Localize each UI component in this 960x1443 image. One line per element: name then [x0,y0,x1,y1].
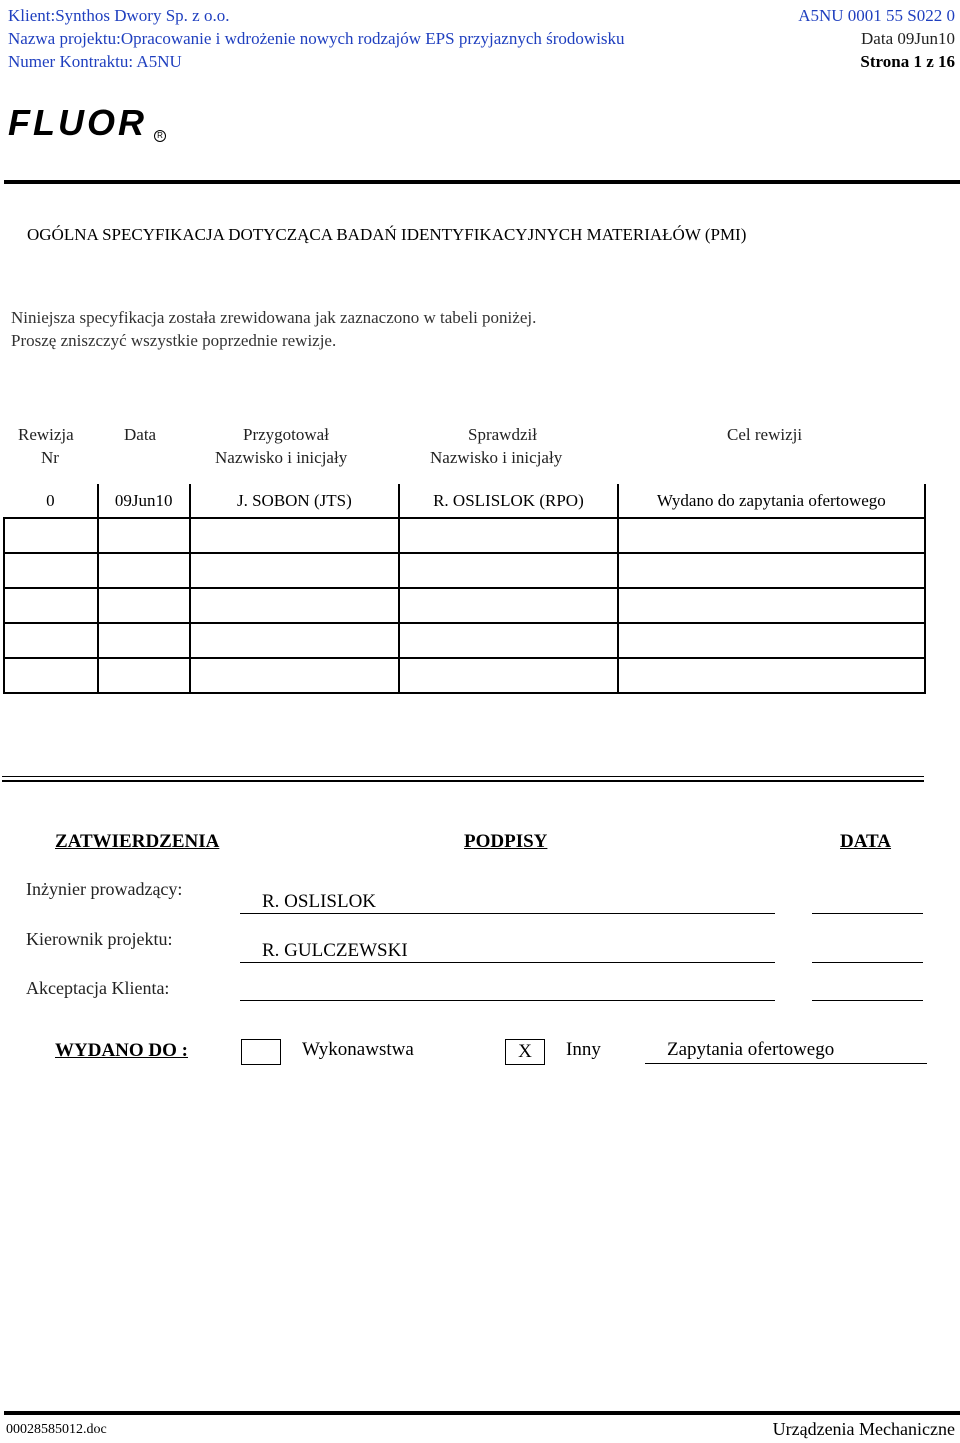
date-line [812,913,923,914]
intro-line-2: Proszę zniszczyć wszystkie poprzednie rewizje. [11,331,337,350]
table-cell [98,518,190,553]
section-divider [2,776,924,777]
table-cell [98,658,190,693]
contractors-option-label: Wykonawstwa [302,1039,414,1060]
table-row [4,484,925,518]
table-cell [618,658,925,693]
table-cell [4,623,98,658]
other-option-line [645,1063,927,1064]
table-cell [190,623,400,658]
project-name: Nazwa projektu:Opracowanie i wdrożenie nowych rodzajów EPS przyjaznych środowisku [8,29,625,48]
table-cell [618,518,925,553]
table-cell [618,623,925,658]
table-row [4,623,925,658]
col-header-checked: Sprawdził [468,425,537,444]
table-cell [618,553,925,588]
fluor-logo: FLUOR [8,102,147,143]
table-cell [399,588,618,623]
table-cell [190,658,400,693]
client-name: Klient:Synthos Dwory Sp. z o.o. [8,6,230,25]
document-title: OGÓLNA SPECYFIKACJA DOTYCZĄCA BADAŃ IDENTYFIKACYJNYCH MATERIAŁÓW (PMI) [27,225,747,244]
table-cell [399,518,618,553]
lead-engineer-name: R. OSLISLOK [262,891,377,912]
signatures-heading: PODPISY [464,831,548,852]
table-cell: J. SOBON (JTS) [190,484,400,518]
document-number: A5NU 0001 55 S022 0 [798,6,955,25]
contract-number: Numer Kontraktu: A5NU [8,52,182,71]
header-divider [4,180,960,184]
col-header-revision: Rewizja [18,425,74,444]
table-cell [618,588,925,623]
date-line [812,962,923,963]
approvals-heading: ZATWIERDZENIA [55,831,220,852]
col-header-prepared-sub: Nazwisko i inicjały [215,448,348,467]
other-checkbox[interactable]: X [505,1039,545,1065]
project-manager-label: Kierownik projektu: [26,929,173,949]
lead-engineer-label: Inżynier prowadzący: [26,879,183,899]
table-cell [4,588,98,623]
table-cell [190,588,400,623]
date-heading: DATA [840,831,892,852]
col-header-checked-sub: Nazwisko i inicjały [430,448,563,467]
table-cell [98,588,190,623]
client-acceptance-label: Akceptacja Klienta: [26,978,170,998]
table-cell: 0 [4,484,98,518]
revision-table [3,484,926,694]
other-option-label: Inny [566,1039,601,1060]
date-line [812,1000,923,1001]
signature-line [240,913,775,914]
table-row [4,658,925,693]
footer-filename: 00028585012.doc [6,1422,107,1437]
table-row [4,553,925,588]
table-cell [4,518,98,553]
col-header-prepared: Przygotował [243,425,329,444]
table-cell: 09Jun10 [98,484,190,518]
table-cell: R. OSLISLOK (RPO) [399,484,618,518]
footer-divider [4,1411,960,1415]
registered-mark-icon: R [154,130,166,142]
col-header-purpose: Cel rewizji [727,425,803,444]
table-cell [4,553,98,588]
table-cell: Wydano do zapytania ofertowego [618,484,925,518]
other-option-text: Zapytania ofertowego [667,1039,835,1060]
table-cell [190,518,400,553]
signature-line [240,962,775,963]
col-header-revision-nr: Nr [41,448,59,467]
signature-line [240,1000,775,1001]
footer-department: Urządzenia Mechaniczne [772,1419,955,1439]
page-number: Strona 1 z 16 [860,52,955,71]
section-divider [2,780,924,782]
issued-to-label: WYDANO DO : [55,1040,188,1061]
table-cell [399,553,618,588]
project-manager-name: R. GULCZEWSKI [262,940,408,961]
table-row [4,518,925,553]
table-cell [399,623,618,658]
table-cell [399,658,618,693]
table-cell [4,658,98,693]
table-cell [98,553,190,588]
intro-line-1: Niniejsza specyfikacja została zrewidowana jak zaznaczono w tabeli poniżej. [11,308,537,327]
contractors-checkbox[interactable] [241,1039,281,1065]
table-row [4,588,925,623]
col-header-date: Data [124,425,157,444]
table-cell [98,623,190,658]
document-date: Data 09Jun10 [861,29,955,48]
table-cell [190,553,400,588]
